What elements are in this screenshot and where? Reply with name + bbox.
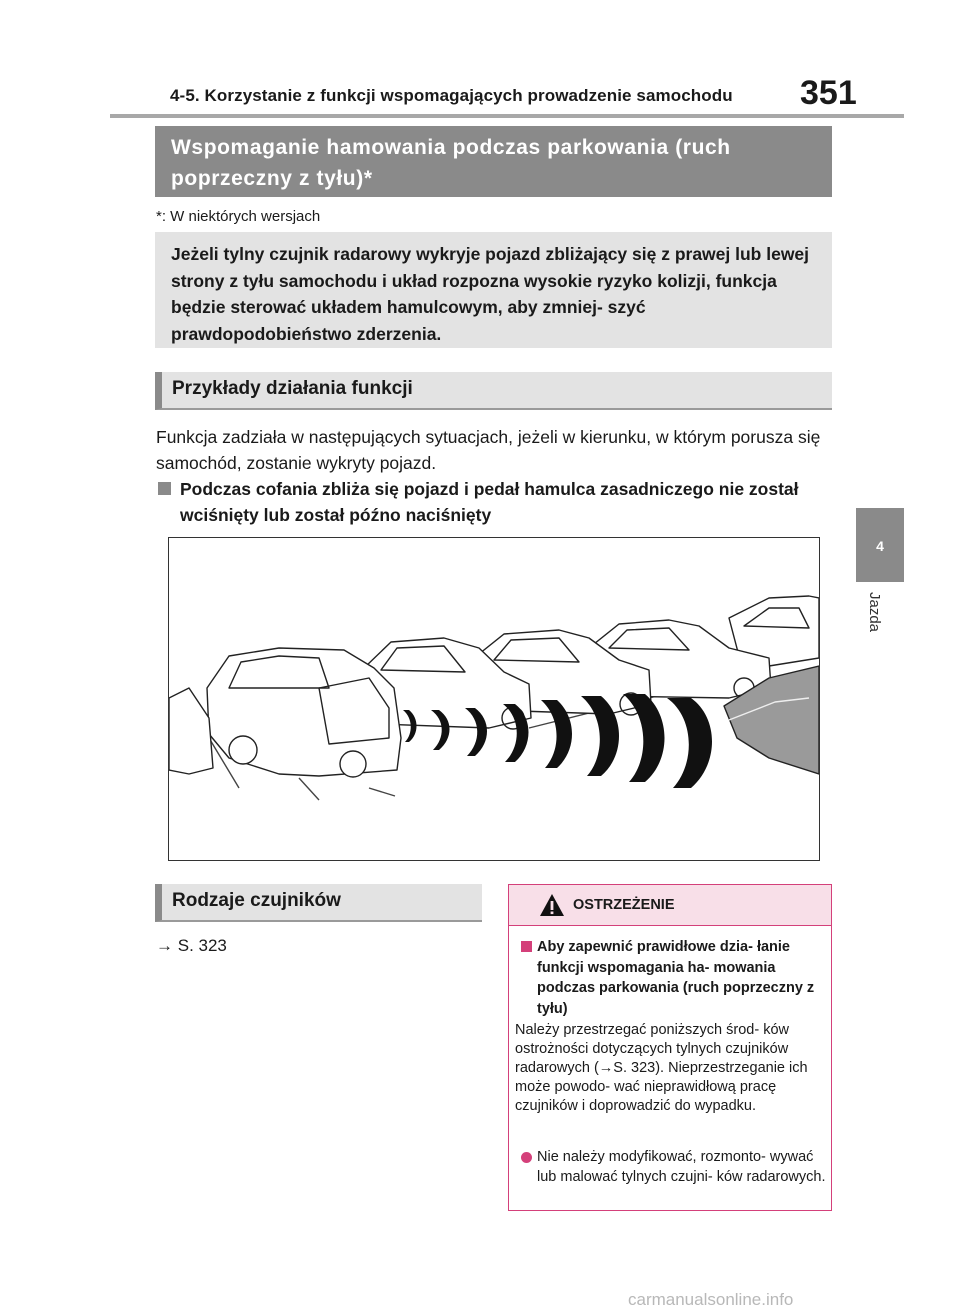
intro-summary: Jeżeli tylny czujnik radarowy wykryje pojazd zbliżający się z prawej lub lewej strony z tyłu samochodu i układ rozpozna wysokie ryzyko kolizji, funkcja będzie sterować układem hamulcowym, aby zmniej- szyć prawdopodobieństwo zderzenia. xyxy=(155,232,832,348)
condition-item xyxy=(156,476,832,528)
page-reference[interactable] xyxy=(156,936,227,956)
warning-body: Należy przestrzegać poniższych środ- ków ostrożności dotyczących tylnych czujników radarowych (→S. 323). Nieprzestrzeganie ich może powodo- wać nieprawidłową pracę czujników i doprowadzić do wypadku. xyxy=(515,1022,808,1114)
chapter-tab-label: Jazda xyxy=(866,592,883,633)
section-heading-sensors: Rodzaje czujników xyxy=(155,884,482,922)
watermark: carmanualsonline.info xyxy=(628,1290,794,1309)
section-heading-examples: Przykłady działania funkcji xyxy=(155,372,832,410)
page-number: 351 xyxy=(800,74,857,112)
condition-text: Podczas cofania zbliża się pojazd i pedał hamulca zasadniczego nie został wciśnięty lub został późno naciśnięty xyxy=(180,479,799,525)
footnote: *: W niektórych wersjach xyxy=(156,208,321,225)
page-reference-text: S. 323 xyxy=(177,936,227,955)
chapter-header: 4-5. Korzystanie z funkcji wspomagających prowadzenie samochodu xyxy=(170,86,733,105)
warning-header xyxy=(509,885,831,926)
arrow-right-icon: → xyxy=(156,936,173,955)
page-title: Wspomaganie hamowania podczas parkowania (ruch poprzeczny z tyłu)* xyxy=(155,126,832,197)
warning-bullet-text: Nie należy modyfikować, rozmonto- wywać lub malować tylnych czujni- ków radarowych. xyxy=(537,1149,826,1185)
warning-subheading xyxy=(521,937,827,1019)
chapter-tab[interactable]: 4 xyxy=(856,508,904,582)
parking-illustration xyxy=(168,537,820,861)
header-divider xyxy=(110,114,904,118)
warning-subheading-text: Aby zapewnić prawidłowe dzia- łanie funkcji wspomagania ha- mowania podczas parkowania (ruch poprzeczny z tyłu) xyxy=(537,939,815,1017)
warning-title: OSTRZEŻENIE xyxy=(573,897,675,913)
square-bullet-icon xyxy=(521,941,532,952)
circle-bullet-icon xyxy=(521,1152,532,1163)
warning-bullet xyxy=(521,1147,827,1187)
warning-box xyxy=(508,884,832,1211)
warning-triangle-icon xyxy=(539,892,565,918)
cross-traffic-scene-image xyxy=(169,538,820,861)
square-bullet-icon xyxy=(158,482,171,495)
section-paragraph: Funkcja zadziała w następujących sytuacjach, jeżeli w kierunku, w którym porusza się samochód, zostanie wykryty pojazd. xyxy=(156,427,821,473)
